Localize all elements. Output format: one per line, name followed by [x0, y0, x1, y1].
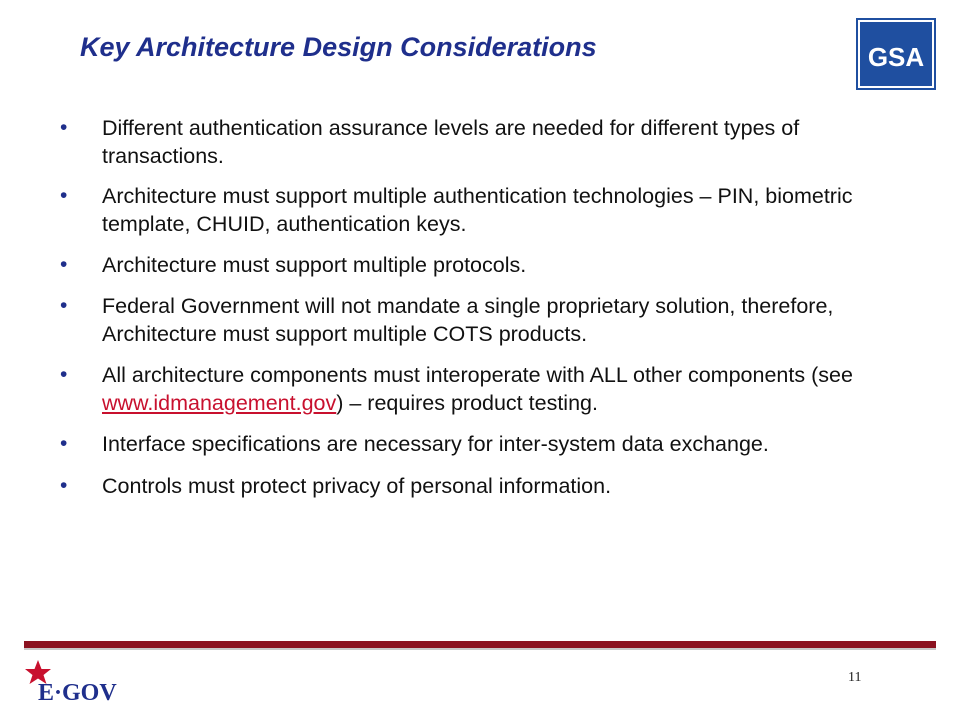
bullet-list	[60, 114, 880, 500]
gsa-logo	[856, 18, 936, 90]
list-item	[60, 361, 880, 417]
gsa-logo-text: GSA	[867, 42, 925, 72]
idmanagement-link[interactable]: www.idmanagement.gov	[102, 391, 337, 415]
page-number: 11	[848, 670, 862, 685]
bullet-icon: •	[60, 432, 68, 455]
bullet-icon: •	[60, 253, 68, 276]
bullet-text: Federal Government will not mandate a single proprietary solution, therefore, Architecture must support multiple COTS products.	[102, 294, 834, 346]
list-item	[60, 114, 880, 170]
slide-title: Key Architecture Design Considerations	[80, 32, 597, 62]
bullet-icon: •	[60, 116, 68, 139]
bullet-text: Interface specifications are necessary for inter-system data exchange.	[102, 432, 769, 456]
list-item	[60, 251, 880, 279]
list-item	[60, 472, 880, 500]
bullet-icon: •	[60, 363, 68, 386]
list-item	[60, 430, 880, 458]
bullet-icon: •	[60, 474, 68, 497]
bullet-text-after-link: ) – requires product testing.	[336, 391, 598, 415]
egov-logo-text: E·GOV	[38, 680, 117, 706]
footer-divider	[24, 641, 936, 648]
egov-logo	[24, 658, 152, 706]
bullet-text: Architecture must support multiple protocols.	[102, 253, 527, 277]
list-item	[60, 292, 880, 348]
bullet-icon: •	[60, 184, 68, 207]
list-item	[60, 182, 880, 238]
bullet-text: Architecture must support multiple authentication technologies – PIN, biometric template, CHUID, authentication keys.	[102, 184, 853, 236]
bullet-text-before-link: All architecture components must interoperate with ALL other components (see	[102, 363, 853, 387]
bullet-text: Different authentication assurance levels are needed for different types of transactions.	[102, 116, 800, 168]
bullet-text: Controls must protect privacy of personal information.	[102, 474, 612, 498]
bullet-icon: •	[60, 294, 68, 317]
